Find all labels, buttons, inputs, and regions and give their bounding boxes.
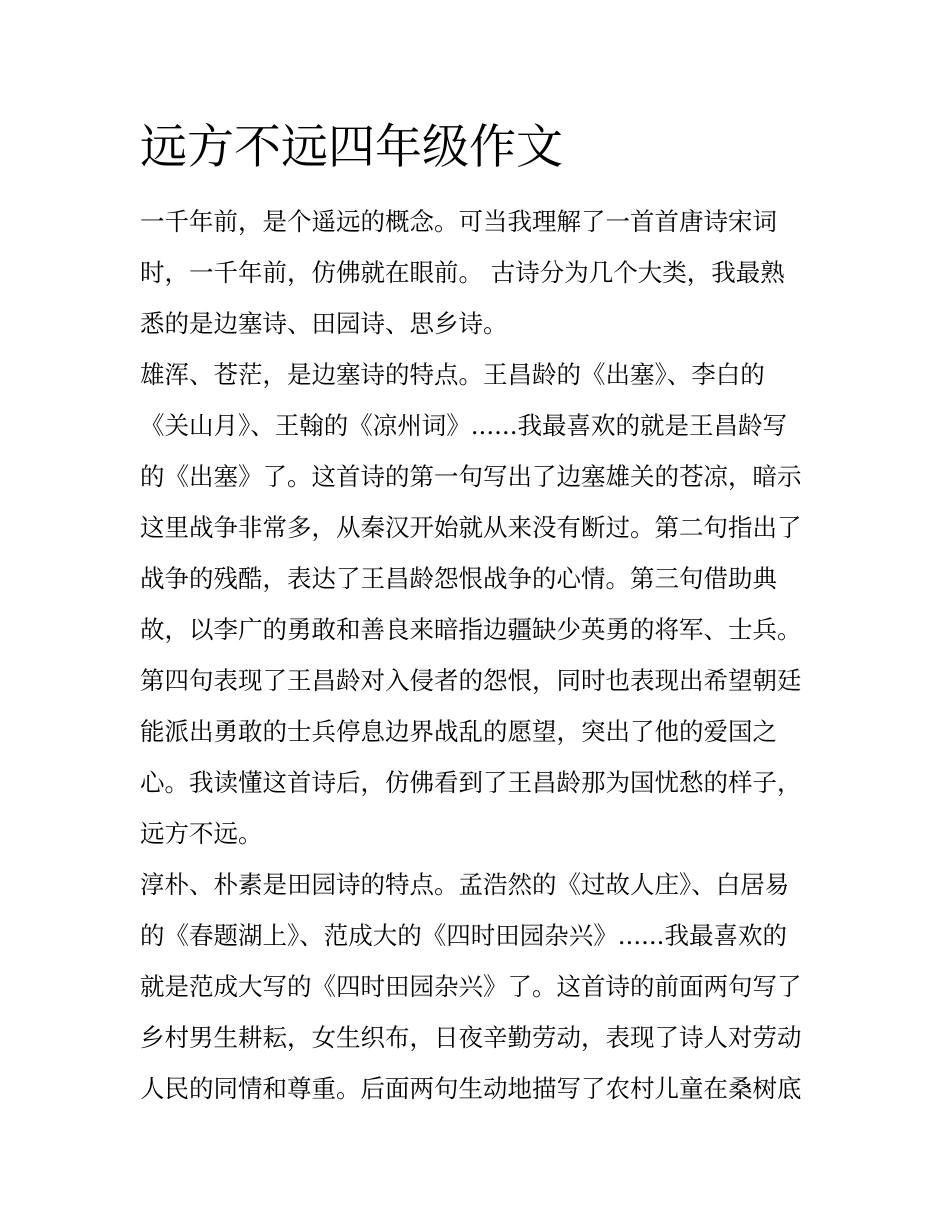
text-line: 人民的同情和尊重。后面两句生动地描写了农村儿童在桑树底 bbox=[140, 1074, 802, 1103]
text-line: 第四句表现了王昌龄对入侵者的怨恨，同时也表现出希望朝廷 bbox=[140, 666, 802, 695]
text-line: 悉的是边塞诗、田园诗、思乡诗。 bbox=[140, 309, 508, 338]
text-line: 故，以李广的勇敢和善良来暗指边疆缺少英勇的将军、士兵。 bbox=[140, 615, 802, 644]
document-title: 远方不远四年级作文 bbox=[140, 120, 563, 175]
text-line: 乡村男生耕耘，女生织布，日夜辛勤劳动，表现了诗人对劳动 bbox=[140, 1023, 802, 1052]
text-line: 就是范成大写的《四时田园杂兴》了。这首诗的前面两句写了 bbox=[140, 972, 802, 1001]
document-body bbox=[140, 196, 830, 1114]
text-line: 一千年前，是个遥远的概念。可当我理解了一首首唐诗宋词 bbox=[140, 207, 777, 236]
text-line: 能派出勇敢的士兵停息边界战乱的愿望，突出了他的爱国之 bbox=[140, 717, 777, 746]
text-line: 的《春题湖上》、范成大的《四时田园杂兴》......我最喜欢的 bbox=[140, 921, 787, 950]
text-line: 远方不远。 bbox=[140, 819, 263, 848]
text-line: 心。我读懂这首诗后，仿佛看到了王昌龄那为国忧愁的样子， bbox=[140, 768, 802, 797]
text-line: 的《出塞》了。这首诗的第一句写出了边塞雄关的苍凉，暗示 bbox=[140, 462, 802, 491]
text-line: 《关山月》、王翰的《凉州词》......我最喜欢的就是王昌龄写 bbox=[140, 411, 787, 440]
text-line: 这里战争非常多，从秦汉开始就从来没有断过。第二句指出了 bbox=[140, 513, 802, 542]
text-line: 时，一千年前，仿佛就在眼前。 古诗分为几个大类，我最熟 bbox=[140, 258, 785, 287]
text-line: 战争的残酷，表达了王昌龄怨恨战争的心情。第三句借助典 bbox=[140, 564, 777, 593]
text-line: 雄浑、苍茫，是边塞诗的特点。王昌龄的《出塞》、李白的 bbox=[140, 360, 765, 389]
text-line: 淳朴、朴素是田园诗的特点。孟浩然的《过故人庄》、白居易 bbox=[140, 870, 790, 899]
